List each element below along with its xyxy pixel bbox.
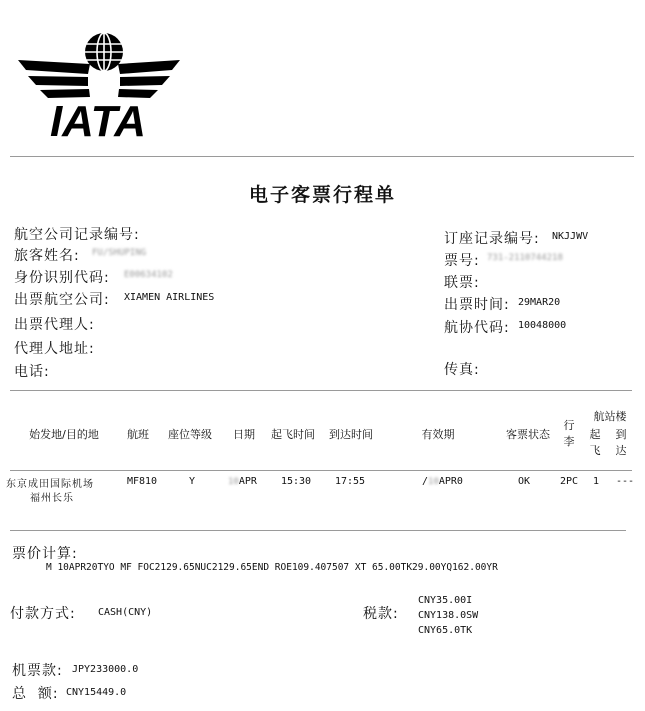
id-code-label: 身份识别代码: <box>14 270 110 286</box>
conjunction-ticket-label: 联票: <box>444 275 480 291</box>
airline-record-label: 航空公司记录编号: <box>14 227 140 243</box>
fare-calc-label: 票价计算: <box>12 546 78 562</box>
payment-method-label: 付款方式: <box>10 606 76 622</box>
right-wing-icon <box>118 60 180 74</box>
divider-fare <box>10 530 626 531</box>
row-class: Y <box>188 476 196 487</box>
row-baggage: 2PC <box>559 476 579 487</box>
header-flight: 航班 <box>127 428 149 441</box>
pnr-value: NKJJWV <box>552 231 589 242</box>
row-date-day: 10 <box>228 477 239 487</box>
row-arrival-time: 17:55 <box>334 476 366 487</box>
total-label: 总 额: <box>12 686 59 702</box>
issuing-agent-label: 出票代理人: <box>14 317 95 333</box>
divider-top <box>10 156 634 157</box>
row-terminal-arr: --- <box>615 476 635 487</box>
row-departure-time: 15:30 <box>280 476 312 487</box>
passenger-name-label: 旅客姓名: <box>14 248 80 264</box>
divider-info <box>10 390 632 391</box>
passenger-name-value: FU/SHUPING <box>92 248 147 258</box>
fare-label: 机票款: <box>12 663 63 679</box>
header-terminal-dep-text: 起飞 <box>589 428 601 457</box>
left-wing-icon <box>18 60 90 74</box>
id-code-value: E00634102 <box>124 270 173 280</box>
row-validity-prefix: / <box>422 476 429 487</box>
header-terminal-arr <box>614 427 628 459</box>
header-departure-time: 起飞时间 <box>271 428 315 441</box>
iata-logo <box>14 14 184 142</box>
agent-address-label: 代理人地址: <box>14 341 95 357</box>
header-route: 始发地/目的地 <box>29 428 99 441</box>
iata-code-label: 航协代码: <box>444 320 510 336</box>
ticket-number-value: 731-2110744218 <box>487 253 563 263</box>
row-validity <box>422 476 463 487</box>
fare-value: JPY233000.0 <box>72 664 139 675</box>
logo-text: IATA <box>49 97 147 142</box>
ticket-number-label: 票号: <box>444 253 480 269</box>
issuing-airline-value: XIAMEN AIRLINES <box>124 292 215 303</box>
header-baggage-line1: 行 <box>563 419 575 432</box>
row-flight: MF810 <box>126 476 158 487</box>
row-status: OK <box>517 476 531 487</box>
row-origin: 东京成田国际机场 <box>6 479 94 490</box>
tax-line-3: CNY65.0TK <box>418 625 473 636</box>
header-baggage <box>560 418 578 450</box>
pnr-label: 订座记录编号: <box>444 231 540 247</box>
tax-label: 税款: <box>363 606 399 622</box>
issue-date-label: 出票时间: <box>444 297 510 313</box>
row-terminal-dep: 1 <box>592 476 600 487</box>
issuing-airline-label: 出票航空公司: <box>14 292 110 308</box>
row-date <box>228 476 257 487</box>
total-value: CNY15449.0 <box>66 687 127 698</box>
header-arrival-time: 到达时间 <box>329 428 373 441</box>
iata-code-value: 10048000 <box>518 320 567 331</box>
page-title: 电子客票行程单 <box>248 184 396 206</box>
row-validity-month: APR0 <box>438 476 463 487</box>
row-destination: 福州长乐 <box>30 493 74 504</box>
header-date: 日期 <box>233 428 255 441</box>
row-validity-day: 10 <box>428 477 439 487</box>
header-terminal-arr-text: 到达 <box>615 428 627 457</box>
fax-label: 传真: <box>444 362 480 378</box>
fare-calc-text: M 10APR20TYO MF FOC2129.65NUC2129.65END ROE109.407507 XT 65.00TK29.00YQ162.00YR <box>46 562 498 573</box>
row-date-month: APR <box>238 476 257 487</box>
header-baggage-line2: 李 <box>563 435 575 448</box>
header-terminal-dep <box>588 427 602 459</box>
header-ticket-status: 客票状态 <box>506 428 550 441</box>
tax-line-2: CNY138.0SW <box>418 610 479 621</box>
divider-table <box>10 470 632 471</box>
header-validity: 有效期 <box>421 428 455 441</box>
header-terminal: 航站楼 <box>593 410 627 423</box>
phone-label: 电话: <box>14 364 50 380</box>
header-class: 座位等级 <box>168 428 212 441</box>
payment-method-value: CASH(CNY) <box>98 607 153 618</box>
tax-line-1: CNY35.00I <box>418 595 473 606</box>
issue-date-value: 29MAR20 <box>518 297 561 308</box>
